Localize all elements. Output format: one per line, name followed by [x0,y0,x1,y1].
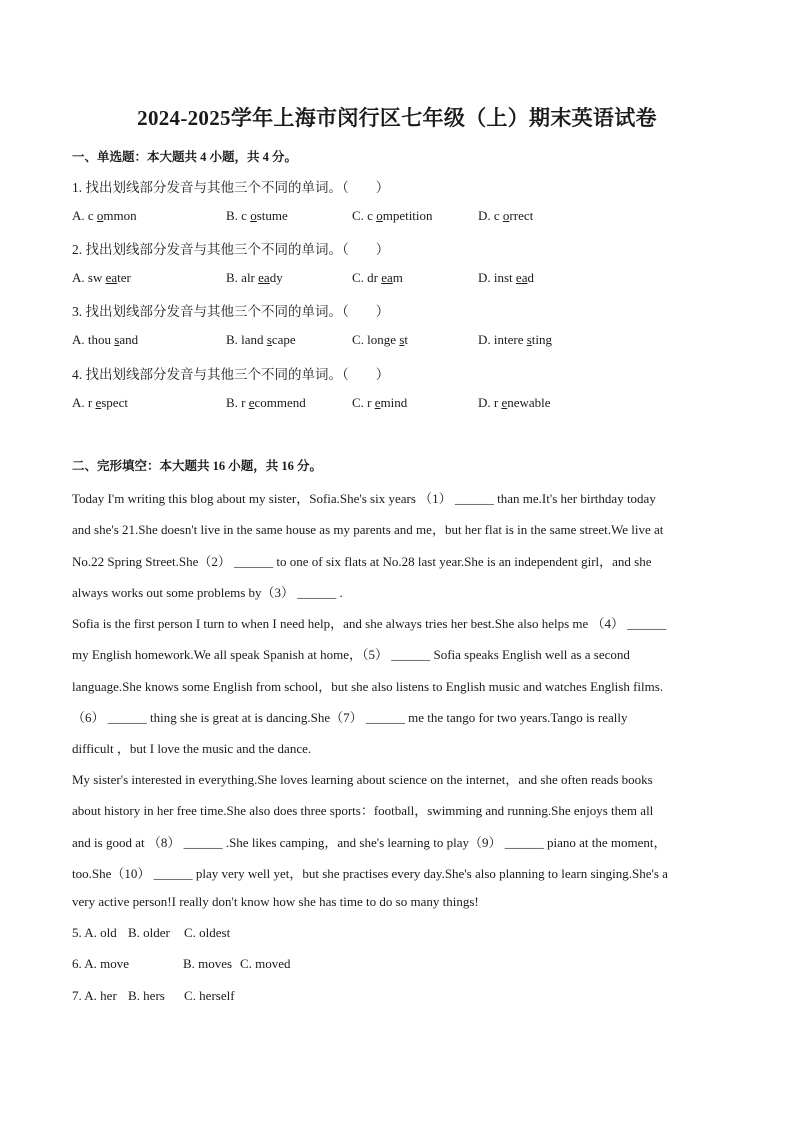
passage-line: my English homework.We all speak Spanish at home，（5） ______ Sofia speaks English well as a second [72,647,630,662]
passage-line: Today I'm writing this blog about my sister，Sofia.She's six years （1） ______ than me.It's her birthday today [72,491,656,506]
passage-line: too.She（10） ______ play very well yet，but she practises every day.She's also planning to learn singing.She's a [72,866,668,881]
passage-line: and she's 21.She doesn't live in the same house as my parents and me，but her flat is in the same street.We live at [72,522,664,537]
option-d[interactable]: D. intere sting [478,332,553,347]
option-a[interactable]: A. sw eater [72,270,131,285]
option-c[interactable]: C. longe st [352,332,408,347]
option-c[interactable]: C. r emind [352,395,408,410]
answer-option-c[interactable]: C. oldest [184,925,231,940]
question-stem: 3. 找出划线部分发音与其他三个不同的单词。（ ） [72,304,390,319]
answer-option-c[interactable]: C. herself [184,988,235,1003]
passage-line: and is good at （8） ______ .She likes camping，and she's learning to play（9） ______ piano at the moment， [72,835,667,850]
answer-option-a[interactable]: 6. A. move [72,956,130,971]
passage-line: always works out some problems by（3） ______ . [72,585,343,600]
passage-line: very active person!I really don't know how she has time to do so many things! [72,894,479,909]
passage-line: No.22 Spring Street.She（2） ______ to one of six flats at No.28 last year.She is an independent girl，and she [72,554,652,569]
option-row [72,270,752,290]
question-stem: 4. 找出划线部分发音与其他三个不同的单词。（ ） [72,367,390,382]
question-stem: 1. 找出划线部分发音与其他三个不同的单词。（ ） [72,180,390,195]
answer-option-b[interactable]: B. moves [183,956,233,971]
option-a[interactable]: A. thou sand [72,332,139,347]
answer-option-a[interactable]: 5. A. old [72,925,117,940]
option-row [72,208,752,228]
section1-heading: 一、单选题：本大题共 4 小题，共 4 分。 [72,150,298,164]
option-c[interactable]: C. dr eam [352,270,403,285]
option-a[interactable]: A. c ommon [72,208,137,223]
answer-option-b[interactable]: B. hers [128,988,165,1003]
option-a[interactable]: A. r espect [72,395,128,410]
option-b[interactable]: B. alr eady [226,270,283,285]
passage-line: （6） ______ thing she is great at is dancing.She（7） ______ me the tango for two years.Tango is really [72,710,628,725]
passage-line: about history in her free time.She also does three sports：football，swimming and running.She enjoys them all [72,803,654,818]
option-c[interactable]: C. c ompetition [352,208,433,223]
answer-option-b[interactable]: B. older [128,925,170,940]
passage-line: difficult ，but I love the music and the dance. [72,741,312,756]
option-b[interactable]: B. c ostume [226,208,288,223]
option-d[interactable]: D. r enewable [478,395,551,410]
answer-option-a[interactable]: 7. A. her [72,988,117,1003]
passage-line: Sofia is the first person I turn to when I need help，and she always tries her best.She also helps me （4） ______ [72,616,667,631]
option-row [72,395,752,415]
page-title: 2024-2025学年上海市闵行区七年级（上）期末英语试卷 [137,106,657,130]
option-b[interactable]: B. r ecommend [226,395,306,410]
option-b[interactable]: B. land scape [226,332,296,347]
section2-heading: 二、完形填空：本大题共 16 小题，共 16 分。 [72,459,323,473]
option-d[interactable]: D. c orrect [478,208,534,223]
passage-line: My sister's interested in everything.She loves learning about science on the internet，and she often reads books [72,772,653,787]
option-row [72,332,752,352]
option-d[interactable]: D. inst ead [478,270,534,285]
answer-option-c[interactable]: C. moved [240,956,291,971]
question-stem: 2. 找出划线部分发音与其他三个不同的单词。（ ） [72,242,390,257]
passage-line: language.She knows some English from school，but she also listens to English music and watches English films. [72,679,664,694]
